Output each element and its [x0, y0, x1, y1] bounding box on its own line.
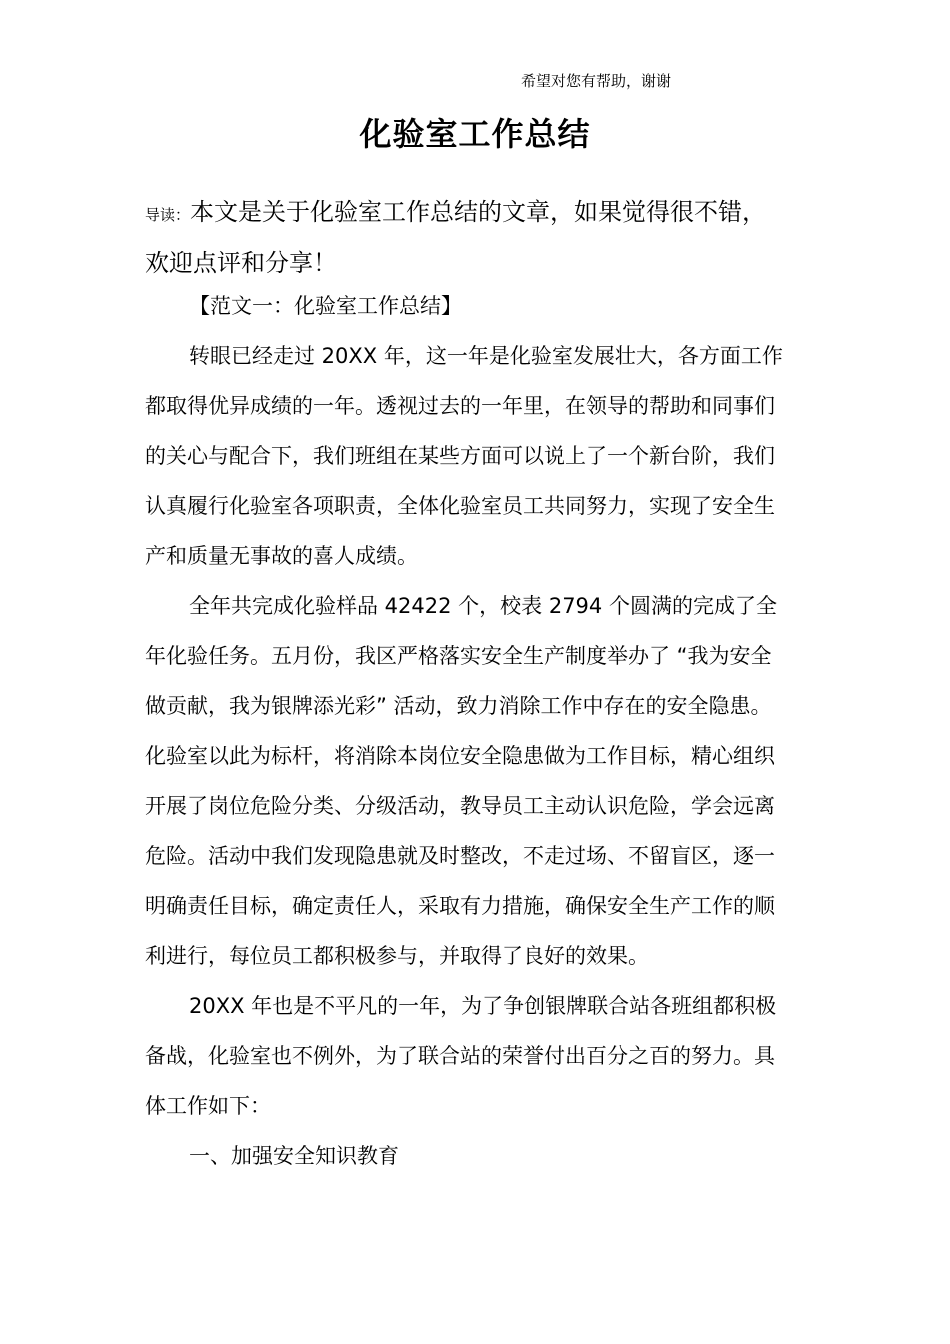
paragraph-1-line: 产和质量无事故的喜人成绩。 [145, 544, 418, 568]
paragraph-2-line: 开展了岗位危险分类、分级活动，教导员工主动认识危险，学会远离 [145, 794, 775, 818]
paragraph-2-line: 做贡献，我为银牌添光彩” 活动，致力消除工作中存在的安全隐患。 [145, 694, 772, 718]
header-note: 希望对您有帮助，谢谢 [521, 72, 672, 90]
paragraph-2-line: 利进行，每位员工都积极参与，并取得了良好的效果。 [145, 944, 649, 968]
intro-text-line-2: 欢迎点评和分享！ [145, 249, 337, 277]
paragraph-1-line: 认真履行化验室各项职责，全体化验室员工共同努力，实现了安全生 [145, 494, 775, 518]
subheading: 一、加强安全知识教育 [189, 1144, 399, 1168]
paragraph-3-line: 体工作如下： [145, 1094, 271, 1118]
paragraph-2-line: 年化验任务。五月份，我区严格落实安全生产制度举办了 “我为安全 [145, 644, 772, 668]
section-heading: 【范文一：化验室工作总结】 [189, 294, 462, 318]
paragraph-1-line: 的关心与配合下，我们班组在某些方面可以说上了一个新台阶，我们 [145, 444, 775, 468]
intro-block [145, 188, 815, 287]
intro-label: 导读： [145, 206, 191, 224]
paragraph-2-line: 全年共完成化验样品 42422 个，校表 2794 个圆满的完成了全 [189, 594, 777, 618]
paragraph-2-line: 危险。活动中我们发现隐患就及时整改，不走过场、不留盲区，逐一 [145, 844, 775, 868]
paragraph-1-line: 都取得优异成绩的一年。透视过去的一年里，在领导的帮助和同事们 [145, 394, 775, 418]
paragraph-2-line: 化验室以此为标杆，将消除本岗位安全隐患做为工作目标，精心组织 [145, 744, 775, 768]
document-title: 化验室工作总结 [359, 115, 591, 153]
paragraph-2-line: 明确责任目标，确定责任人，采取有力措施，确保安全生产工作的顺 [145, 894, 775, 918]
paragraph-1-line: 转眼已经走过 20XX 年，这一年是化验室发展壮大，各方面工作 [189, 344, 783, 368]
paragraph-3-line: 备战，化验室也不例外，为了联合站的荣誉付出百分之百的努力。具 [145, 1044, 775, 1068]
paragraph-3-line: 20XX 年也是不平凡的一年，为了争创银牌联合站各班组都积极 [189, 994, 777, 1018]
intro-text-line-1: 本文是关于化验室工作总结的文章，如果觉得很不错， [190, 198, 767, 226]
